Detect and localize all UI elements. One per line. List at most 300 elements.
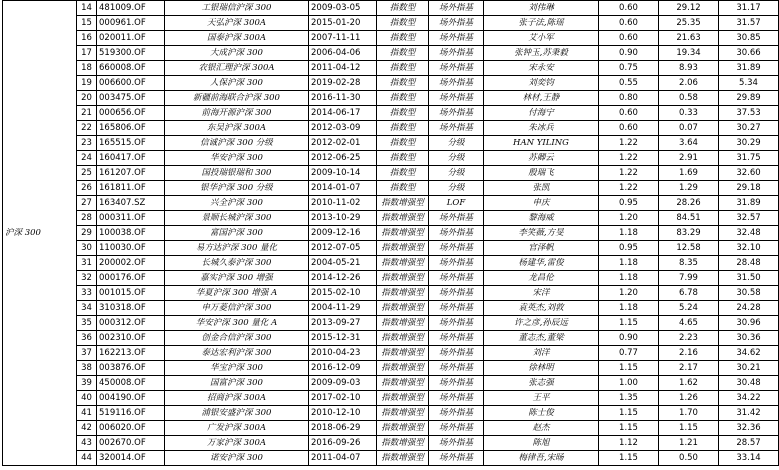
fund-manager: 梅律吾,宋旸 [484, 451, 599, 466]
fee-rate: 1.18 [599, 256, 659, 271]
fund-code: 000311.OF [97, 211, 165, 226]
fund-type: 指数型 [377, 31, 429, 46]
pe-ratio: 28.57 [719, 436, 779, 451]
fee-rate: 0.90 [599, 331, 659, 346]
row-index: 23 [77, 136, 97, 151]
fee-rate: 0.60 [599, 121, 659, 136]
fund-manager: 黎海威 [484, 211, 599, 226]
fund-name: 农银汇理沪深 300A [165, 61, 309, 76]
table-row [3, 16, 779, 31]
inception-date: 2006-04-06 [309, 46, 377, 61]
market-type: 场外指基 [429, 226, 484, 241]
fund-manager: 刘奕钧 [484, 76, 599, 91]
fund-code: 006600.OF [97, 76, 165, 91]
fund-size: 5.24 [659, 301, 719, 316]
fund-type: 指数型 [377, 16, 429, 31]
table-row [3, 376, 779, 391]
fee-rate: 1.18 [599, 271, 659, 286]
table-row [3, 106, 779, 121]
row-index: 22 [77, 121, 97, 136]
fund-code: 519116.OF [97, 406, 165, 421]
row-index: 38 [77, 361, 97, 376]
fee-rate: 1.15 [599, 406, 659, 421]
table-row [3, 436, 779, 451]
market-type: 场外指基 [429, 406, 484, 421]
fund-name: 新疆前海联合沪深 300 [165, 91, 309, 106]
market-type: 场外指基 [429, 76, 484, 91]
table-row [3, 61, 779, 76]
fund-type: 指数型 [377, 151, 429, 166]
row-index: 30 [77, 241, 97, 256]
fund-type: 指数型 [377, 61, 429, 76]
fee-rate: 1.22 [599, 136, 659, 151]
table-row [3, 211, 779, 226]
row-index: 43 [77, 436, 97, 451]
fund-manager: 林材,王静 [484, 91, 599, 106]
fund-size: 4.65 [659, 316, 719, 331]
fund-size: 2.23 [659, 331, 719, 346]
fund-manager: 王平 [484, 391, 599, 406]
fund-manager: 张钟玉,苏秉毅 [484, 46, 599, 61]
fund-name: 诺安沪深 300 [165, 451, 309, 466]
table-row [3, 391, 779, 406]
fee-rate: 1.22 [599, 166, 659, 181]
fund-manager: 付海宁 [484, 106, 599, 121]
fund-manager: 张子法,陈瑶 [484, 16, 599, 31]
market-type: 场外指基 [429, 376, 484, 391]
fund-type: 指数型 [377, 166, 429, 181]
pe-ratio: 30.96 [719, 316, 779, 331]
fund-type: 指数增强型 [377, 211, 429, 226]
fund-manager: 董志杰,董梁 [484, 331, 599, 346]
inception-date: 2011-04-07 [309, 451, 377, 466]
market-type: 场外指基 [429, 331, 484, 346]
fund-code: 110030.OF [97, 241, 165, 256]
fund-name: 万家沪深 300A [165, 436, 309, 451]
row-index: 40 [77, 391, 97, 406]
market-type: 场外指基 [429, 301, 484, 316]
fund-type: 指数型 [377, 181, 429, 196]
fund-size: 0.50 [659, 451, 719, 466]
table-row [3, 406, 779, 421]
fund-type: 指数增强型 [377, 391, 429, 406]
fund-size: 8.93 [659, 61, 719, 76]
fee-rate: 0.95 [599, 241, 659, 256]
fund-size: 2.06 [659, 76, 719, 91]
fee-rate: 1.35 [599, 391, 659, 406]
pe-ratio: 30.27 [719, 121, 779, 136]
table-row [3, 286, 779, 301]
inception-date: 2012-07-05 [309, 241, 377, 256]
fund-code: 006020.OF [97, 421, 165, 436]
fund-type: 指数增强型 [377, 256, 429, 271]
pe-ratio: 28.48 [719, 256, 779, 271]
pe-ratio: 31.57 [719, 16, 779, 31]
row-index: 32 [77, 271, 97, 286]
fund-size: 1.69 [659, 166, 719, 181]
market-type: 场外指基 [429, 211, 484, 226]
inception-date: 2014-12-26 [309, 271, 377, 286]
inception-date: 2012-03-09 [309, 121, 377, 136]
row-index: 25 [77, 166, 97, 181]
fund-code: 160417.OF [97, 151, 165, 166]
pe-ratio: 32.48 [719, 226, 779, 241]
fund-code: 200002.OF [97, 256, 165, 271]
table-row [3, 46, 779, 61]
category-cell: 沪深 300 [3, 1, 77, 466]
pe-ratio: 31.89 [719, 196, 779, 211]
pe-ratio: 29.89 [719, 91, 779, 106]
fund-manager: 艾小军 [484, 31, 599, 46]
fund-manager: 张凯 [484, 181, 599, 196]
fund-size: 21.63 [659, 31, 719, 46]
market-type: 场外指基 [429, 46, 484, 61]
pe-ratio: 31.75 [719, 151, 779, 166]
fee-rate: 0.95 [599, 196, 659, 211]
market-type: 场外指基 [429, 271, 484, 286]
pe-ratio: 24.28 [719, 301, 779, 316]
row-index: 35 [77, 316, 97, 331]
table-row [3, 31, 779, 46]
fund-name: 嘉实沪深 300 增强 [165, 271, 309, 286]
inception-date: 2018-06-29 [309, 421, 377, 436]
fund-type: 指数增强型 [377, 451, 429, 466]
row-index: 28 [77, 211, 97, 226]
market-type: 场外指基 [429, 31, 484, 46]
fund-size: 1.15 [659, 421, 719, 436]
pe-ratio: 33.14 [719, 451, 779, 466]
fee-rate: 1.20 [599, 211, 659, 226]
fund-type: 指数增强型 [377, 331, 429, 346]
fund-type: 指数增强型 [377, 436, 429, 451]
fee-rate: 0.77 [599, 346, 659, 361]
pe-ratio: 29.18 [719, 181, 779, 196]
table-row [3, 331, 779, 346]
fee-rate: 1.22 [599, 151, 659, 166]
fund-code: 165806.OF [97, 121, 165, 136]
pe-ratio: 30.21 [719, 361, 779, 376]
fee-rate: 1.18 [599, 226, 659, 241]
table-row [3, 121, 779, 136]
fund-code: 000312.OF [97, 316, 165, 331]
fund-name: 银华沪深 300 分级 [165, 181, 309, 196]
fund-type: 指数增强型 [377, 421, 429, 436]
fund-code: 002310.OF [97, 331, 165, 346]
inception-date: 2015-01-20 [309, 16, 377, 31]
fund-code: 004190.OF [97, 391, 165, 406]
table-row [3, 451, 779, 466]
fund-code: 161811.OF [97, 181, 165, 196]
row-index: 15 [77, 16, 97, 31]
pe-ratio: 31.17 [719, 1, 779, 16]
table-row [3, 241, 779, 256]
fund-type: 指数增强型 [377, 346, 429, 361]
row-index: 18 [77, 61, 97, 76]
pe-ratio: 34.62 [719, 346, 779, 361]
inception-date: 2013-09-27 [309, 316, 377, 331]
fund-name: 兴全沪深 300 [165, 196, 309, 211]
fund-size: 29.12 [659, 1, 719, 16]
row-index: 44 [77, 451, 97, 466]
fee-rate: 1.22 [599, 181, 659, 196]
market-type: 场外指基 [429, 106, 484, 121]
fund-code: 163407.SZ [97, 196, 165, 211]
fund-manager: 杨建华,雷俊 [484, 256, 599, 271]
market-type: 场外指基 [429, 436, 484, 451]
fee-rate: 1.20 [599, 286, 659, 301]
fund-code: 003876.OF [97, 361, 165, 376]
fee-rate: 0.90 [599, 46, 659, 61]
market-type: 分级 [429, 166, 484, 181]
fund-type: 指数增强型 [377, 316, 429, 331]
fee-rate: 0.60 [599, 1, 659, 16]
table-row [3, 301, 779, 316]
market-type: 场外指基 [429, 91, 484, 106]
fund-type: 指数型 [377, 1, 429, 16]
pe-ratio: 37.53 [719, 106, 779, 121]
fee-rate: 0.60 [599, 106, 659, 121]
fund-name: 国投瑞银瑞和 300 [165, 166, 309, 181]
market-type: 场外指基 [429, 361, 484, 376]
inception-date: 2010-04-23 [309, 346, 377, 361]
fund-type: 指数增强型 [377, 361, 429, 376]
fee-rate: 0.80 [599, 91, 659, 106]
fund-name: 华安沪深 300 [165, 151, 309, 166]
fund-manager: 刘洋 [484, 346, 599, 361]
market-type: 场外指基 [429, 256, 484, 271]
fund-manager: 官泽帆 [484, 241, 599, 256]
row-index: 17 [77, 46, 97, 61]
inception-date: 2017-02-10 [309, 391, 377, 406]
inception-date: 2016-11-30 [309, 91, 377, 106]
table-row [3, 346, 779, 361]
pe-ratio: 32.36 [719, 421, 779, 436]
fund-size: 1.21 [659, 436, 719, 451]
fund-size: 8.35 [659, 256, 719, 271]
row-index: 29 [77, 226, 97, 241]
fund-size: 7.99 [659, 271, 719, 286]
pe-ratio: 34.22 [719, 391, 779, 406]
fund-type: 指数型 [377, 136, 429, 151]
row-index: 34 [77, 301, 97, 316]
row-index: 27 [77, 196, 97, 211]
row-index: 19 [77, 76, 97, 91]
fund-name: 国泰沪深 300A [165, 31, 309, 46]
market-type: 场外指基 [429, 316, 484, 331]
row-index: 21 [77, 106, 97, 121]
table-row [3, 226, 779, 241]
fund-name: 信诚沪深 300 分级 [165, 136, 309, 151]
pe-ratio: 31.50 [719, 271, 779, 286]
fund-name: 东吴沪深 300A [165, 121, 309, 136]
fund-manager: 宋洋 [484, 286, 599, 301]
fund-manager: 申庆 [484, 196, 599, 211]
inception-date: 2009-10-14 [309, 166, 377, 181]
fund-manager: 龙昌伦 [484, 271, 599, 286]
fund-type: 指数增强型 [377, 301, 429, 316]
fund-size: 83.29 [659, 226, 719, 241]
fund-name: 长城久泰沪深 300 [165, 256, 309, 271]
inception-date: 2004-11-29 [309, 301, 377, 316]
pe-ratio: 32.60 [719, 166, 779, 181]
inception-date: 2015-12-31 [309, 331, 377, 346]
pe-ratio: 30.85 [719, 31, 779, 46]
fund-manager: 陈士俊 [484, 406, 599, 421]
fund-size: 28.26 [659, 196, 719, 211]
market-type: 场外指基 [429, 451, 484, 466]
market-type: 场外指基 [429, 121, 484, 136]
fund-code: 320014.OF [97, 451, 165, 466]
pe-ratio: 30.29 [719, 136, 779, 151]
fee-rate: 1.15 [599, 361, 659, 376]
fund-type: 指数增强型 [377, 406, 429, 421]
fund-type: 指数增强型 [377, 376, 429, 391]
fund-name: 浦银安盛沪深 300 [165, 406, 309, 421]
inception-date: 2015-02-10 [309, 286, 377, 301]
fund-name: 广发沪深 300A [165, 421, 309, 436]
fund-name: 华宝沪深 300 [165, 361, 309, 376]
row-index: 36 [77, 331, 97, 346]
inception-date: 2012-06-25 [309, 151, 377, 166]
fund-type: 指数增强型 [377, 286, 429, 301]
fund-type: 指数型 [377, 106, 429, 121]
inception-date: 2004-05-21 [309, 256, 377, 271]
table-row [3, 196, 779, 211]
fund-size: 1.70 [659, 406, 719, 421]
table-row [3, 316, 779, 331]
fund-manager: 宋永安 [484, 61, 599, 76]
fund-type: 指数型 [377, 121, 429, 136]
market-type: 场外指基 [429, 421, 484, 436]
fund-table [2, 0, 779, 466]
row-index: 24 [77, 151, 97, 166]
fund-name: 国富沪深 300 [165, 376, 309, 391]
fund-code: 001015.OF [97, 286, 165, 301]
fund-name: 景顺长城沪深 300 [165, 211, 309, 226]
fund-code: 000656.OF [97, 106, 165, 121]
fund-name: 申万菱信沪深 300 [165, 301, 309, 316]
fund-manager: 李笑薇,方旻 [484, 226, 599, 241]
fund-size: 6.78 [659, 286, 719, 301]
pe-ratio: 31.42 [719, 406, 779, 421]
inception-date: 2009-09-03 [309, 376, 377, 391]
row-index: 14 [77, 1, 97, 16]
fund-code: 100038.OF [97, 226, 165, 241]
table-row [3, 271, 779, 286]
fund-manager: 赵杰 [484, 421, 599, 436]
fund-size: 3.64 [659, 136, 719, 151]
fund-code: 000176.OF [97, 271, 165, 286]
fund-size: 1.62 [659, 376, 719, 391]
row-index: 16 [77, 31, 97, 46]
fund-type: 指数型 [377, 91, 429, 106]
fund-manager: 袁英杰,刘敦 [484, 301, 599, 316]
fee-rate: 1.18 [599, 301, 659, 316]
fund-manager: 苏卿云 [484, 151, 599, 166]
fund-code: 020011.OF [97, 31, 165, 46]
fund-name: 前海开源沪深 300 [165, 106, 309, 121]
market-type: 分级 [429, 136, 484, 151]
fund-name: 易方达沪深 300 量化 [165, 241, 309, 256]
row-index: 41 [77, 406, 97, 421]
row-index: 37 [77, 346, 97, 361]
inception-date: 2016-09-26 [309, 436, 377, 451]
pe-ratio: 30.36 [719, 331, 779, 346]
pe-ratio: 30.66 [719, 46, 779, 61]
fund-code: 310318.OF [97, 301, 165, 316]
table-row [3, 151, 779, 166]
fund-size: 25.35 [659, 16, 719, 31]
row-index: 39 [77, 376, 97, 391]
fund-type: 指数增强型 [377, 196, 429, 211]
fund-size: 0.58 [659, 91, 719, 106]
fund-code: 000961.OF [97, 16, 165, 31]
inception-date: 2013-10-29 [309, 211, 377, 226]
fund-size: 2.17 [659, 361, 719, 376]
fund-size: 84.51 [659, 211, 719, 226]
table-row [3, 256, 779, 271]
fund-name: 天弘沪深 300A [165, 16, 309, 31]
fund-size: 0.07 [659, 121, 719, 136]
table-body [3, 1, 779, 466]
pe-ratio: 30.58 [719, 286, 779, 301]
pe-ratio: 32.57 [719, 211, 779, 226]
fund-type: 指数增强型 [377, 241, 429, 256]
fee-rate: 0.60 [599, 31, 659, 46]
fund-name: 招商沪深 300A [165, 391, 309, 406]
fund-code: 162213.OF [97, 346, 165, 361]
fund-type: 指数增强型 [377, 271, 429, 286]
market-type: LOF [429, 196, 484, 211]
fund-size: 1.26 [659, 391, 719, 406]
inception-date: 2009-12-16 [309, 226, 377, 241]
fee-rate: 0.55 [599, 76, 659, 91]
fund-size: 12.58 [659, 241, 719, 256]
pe-ratio: 5.34 [719, 76, 779, 91]
market-type: 场外指基 [429, 346, 484, 361]
fund-name: 工银瑞信沪深 300 [165, 1, 309, 16]
pe-ratio: 30.48 [719, 376, 779, 391]
fee-rate: 0.75 [599, 61, 659, 76]
table-row [3, 421, 779, 436]
inception-date: 2009-03-05 [309, 1, 377, 16]
fund-name: 大成沪深 300 [165, 46, 309, 61]
table-row [3, 1, 779, 16]
inception-date: 2016-12-09 [309, 361, 377, 376]
market-type: 场外指基 [429, 61, 484, 76]
fund-manager: 朱冰兵 [484, 121, 599, 136]
fund-manager: 张志强 [484, 376, 599, 391]
fee-rate: 1.15 [599, 421, 659, 436]
table-row [3, 181, 779, 196]
fund-size: 0.33 [659, 106, 719, 121]
fund-code: 161207.OF [97, 166, 165, 181]
fund-code: 481009.OF [97, 1, 165, 16]
market-type: 场外指基 [429, 391, 484, 406]
fund-manager: 许之彦,孙辰远 [484, 316, 599, 331]
inception-date: 2019-02-28 [309, 76, 377, 91]
table-row [3, 136, 779, 151]
row-index: 42 [77, 421, 97, 436]
inception-date: 2010-12-10 [309, 406, 377, 421]
inception-date: 2007-11-11 [309, 31, 377, 46]
fund-size: 19.34 [659, 46, 719, 61]
fund-code: 003475.OF [97, 91, 165, 106]
fund-type: 指数型 [377, 76, 429, 91]
table-row [3, 91, 779, 106]
pe-ratio: 31.89 [719, 61, 779, 76]
fund-manager: HAN YILING [484, 136, 599, 151]
